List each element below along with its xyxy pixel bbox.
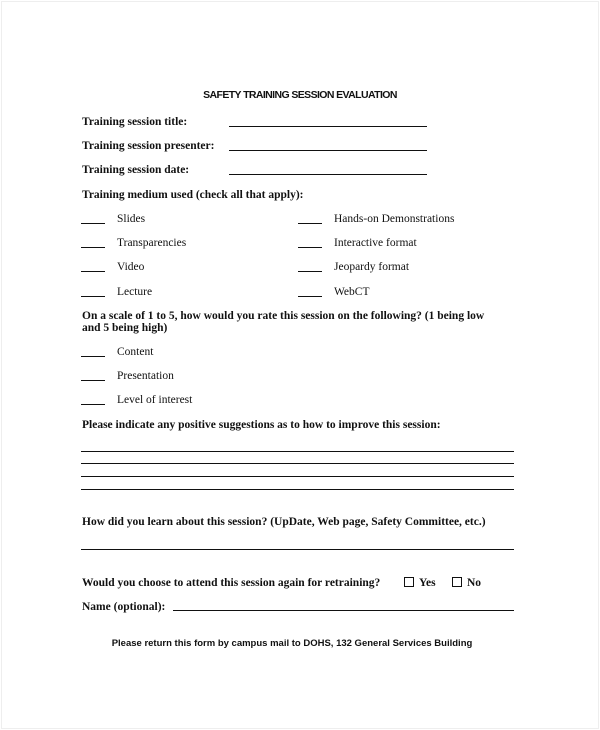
medium-option: Lecture xyxy=(117,286,153,298)
checkbox-icon[interactable] xyxy=(452,577,462,587)
scale-question: On a scale of 1 to 5, how would you rate this session on the following? (1 being low xyxy=(82,310,485,322)
medium-option: Video xyxy=(117,261,145,273)
checkbox-icon[interactable] xyxy=(404,577,414,587)
session-presenter-field[interactable] xyxy=(229,150,427,151)
session-date-label: Training session date: xyxy=(82,164,190,176)
medium-check-hands-on[interactable] xyxy=(298,223,322,224)
rating-field-level[interactable] xyxy=(81,404,105,405)
no-label: No xyxy=(467,577,482,589)
medium-check-video[interactable] xyxy=(81,271,105,272)
medium-option: WebCT xyxy=(334,286,370,298)
medium-option: Slides xyxy=(117,213,146,225)
retrain-yes[interactable] xyxy=(404,576,436,590)
rating-item: Level of interest xyxy=(117,394,193,406)
rating-item: Content xyxy=(117,346,154,358)
medium-check-lecture[interactable] xyxy=(81,296,105,297)
medium-label: Training medium used (check all that apply): xyxy=(82,189,304,201)
name-field[interactable] xyxy=(173,610,514,611)
medium-option: Transparencies xyxy=(117,237,187,249)
name-label: Name (optional): xyxy=(82,601,166,613)
medium-option: Interactive format xyxy=(334,237,417,249)
learn-field[interactable] xyxy=(81,549,514,550)
suggestions-line[interactable] xyxy=(81,451,514,452)
medium-check-jeopardy[interactable] xyxy=(298,271,322,272)
session-title-field[interactable] xyxy=(229,126,427,127)
suggestions-label: Please indicate any positive suggestions as to how to improve this session: xyxy=(82,419,441,431)
suggestions-line[interactable] xyxy=(81,463,514,464)
footer-note: Please return this form by campus mail to DOHS, 132 General Services Building xyxy=(111,638,473,649)
medium-option: Hands-on Demonstrations xyxy=(334,213,455,225)
rating-item: Presentation xyxy=(117,370,174,382)
medium-check-transparencies[interactable] xyxy=(81,247,105,248)
medium-check-interactive[interactable] xyxy=(298,247,322,248)
retrain-label: Would you choose to attend this session again for retraining? xyxy=(82,577,381,589)
session-title-label: Training session title: xyxy=(82,116,188,128)
retrain-no[interactable] xyxy=(452,576,481,590)
rating-field-presentation[interactable] xyxy=(81,380,105,381)
medium-check-slides[interactable] xyxy=(81,223,105,224)
suggestions-line[interactable] xyxy=(81,489,514,490)
scale-question-cont: and 5 being high) xyxy=(82,322,168,334)
suggestions-line[interactable] xyxy=(81,476,514,477)
session-date-field[interactable] xyxy=(229,174,427,175)
session-presenter-label: Training session presenter: xyxy=(82,140,215,152)
learn-label: How did you learn about this session? (UpDate, Web page, Safety Committee, etc.) xyxy=(82,516,486,528)
medium-option: Jeopardy format xyxy=(334,261,410,273)
form-title: SAFETY TRAINING SESSION EVALUATION xyxy=(203,89,397,101)
yes-label: Yes xyxy=(419,577,436,589)
medium-check-webct[interactable] xyxy=(298,296,322,297)
rating-field-content[interactable] xyxy=(81,356,105,357)
